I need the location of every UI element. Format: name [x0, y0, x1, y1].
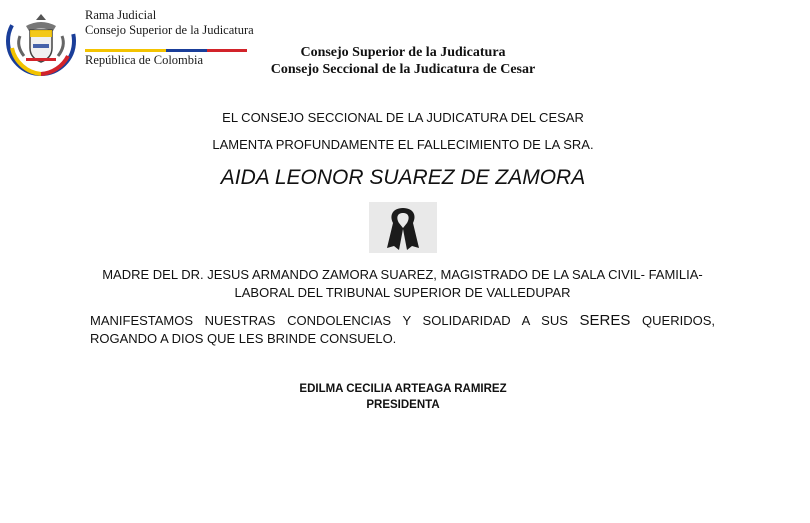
mourning-ribbon-icon — [369, 202, 437, 253]
notice-line-2: LAMENTA PROFUNDAMENTE EL FALLECIMIENTO DE LA SRA. — [212, 137, 594, 152]
mourning-ribbon-image — [369, 202, 437, 253]
logo-line-rama: Rama Judicial — [85, 8, 157, 22]
logo-line-republica: República de Colombia — [85, 53, 204, 67]
logo-line-consejo: Consejo Superior de la Judicatura — [85, 23, 254, 37]
mother-of-paragraph — [90, 266, 715, 302]
condolences-part-c: QUERIDOS, ROGANDO A DIOS QUE LES BRINDE CONSUELO. — [90, 313, 715, 346]
mother-of-line-2: LABORAL DEL TRIBUNAL SUPERIOR DE VALLEDUPAR — [234, 285, 571, 300]
notice-line-1: EL CONSEJO SECCIONAL DE LA JUDICATURA DEL CESAR — [222, 110, 584, 125]
deceased-name: AIDA LEONOR SUAREZ DE ZAMORA — [220, 166, 586, 189]
condolences-part-a: MANIFESTAMOS NUESTRAS CONDOLENCIAS Y SOLIDARIDAD A SUS — [90, 313, 580, 328]
logo-text-block — [85, 8, 254, 67]
flag-rule-blue — [166, 49, 207, 52]
signatory-name: EDILMA CECILIA ARTEAGA RAMIREZ — [299, 383, 507, 395]
mother-of-line-1: MADRE DEL DR. JESUS ARMANDO ZAMORA SUAREZ, MAGISTRADO DE LA SALA CIVIL- FAMILIA- — [102, 267, 703, 282]
flag-rule-red — [207, 49, 248, 52]
header-title-2: Consejo Seccional de la Judicatura de Cesar — [270, 62, 536, 77]
coat-of-arms-seal — [6, 6, 76, 76]
logo-flag-rule — [85, 49, 247, 52]
header-title-1: Consejo Superior de la Judicatura — [300, 45, 506, 60]
signatory-role: PRESIDENTA — [366, 399, 440, 411]
condolences-paragraph — [90, 312, 715, 348]
flag-rule-yellow — [85, 49, 166, 52]
coat-of-arms-icon — [6, 6, 76, 76]
condolences-seres: SERES — [579, 312, 631, 329]
